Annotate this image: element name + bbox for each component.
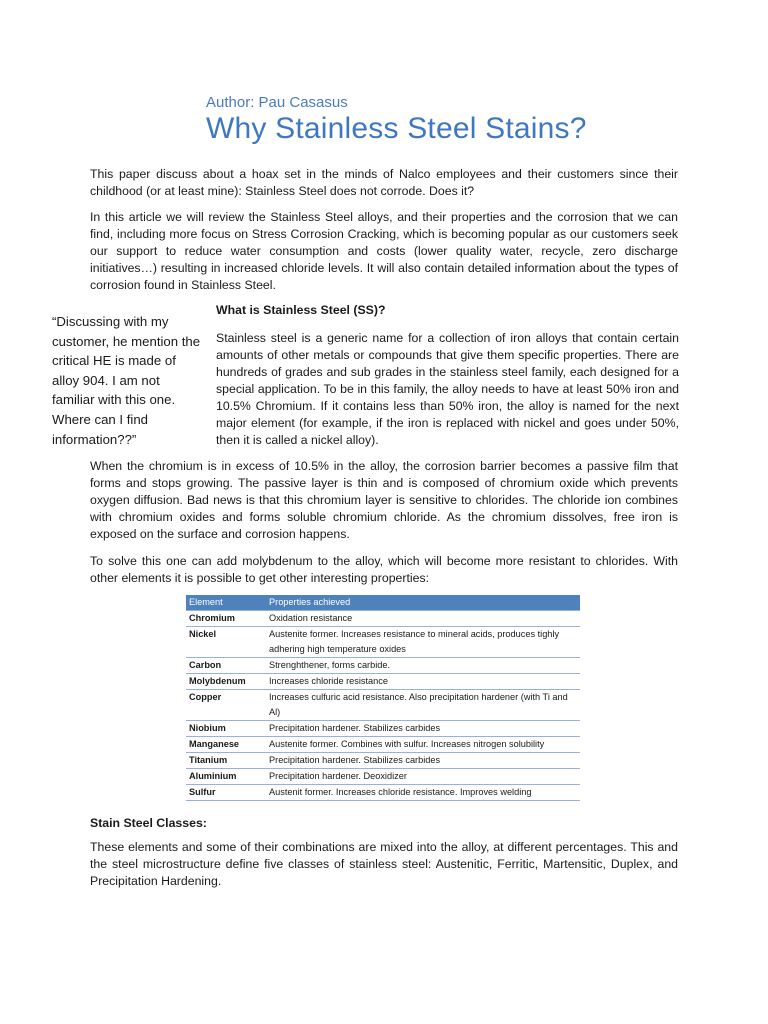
element-cell: Chromium [186,611,266,627]
table-row [186,753,580,769]
element-cell: Sulfur [186,785,266,801]
steel-classes-paragraph: These elements and some of their combinations are mixed into the alloy, at different percentages. This and the steel microstructure define five classes of stainless steel: Austenitic, Ferritic, Martensitic, Duplex, and Precipitation Hardening. [90,840,678,888]
table-row [186,769,580,785]
element-properties-table [186,595,580,801]
element-cell: Molybdenum [186,674,266,690]
intro-paragraph-1: This paper discuss about a hoax set in the minds of Nalco employees and their customers since their childhood (or at least mine): Stainless Steel does not corrode. Does it? [90,167,678,198]
section-heading-stainless-steel: What is Stainless Steel (SS)? [216,303,386,317]
chromium-paragraph: When the chromium is in excess of 10.5% in the alloy, the corrosion barrier becomes a passive film that forms and stops growing. The passive layer is thin and is composed of chromium oxide which prevents oxygen diffusion. Bad news is that this chromium layer is sensitive to chlorides. The chloride ion combines with chromium oxides and forms soluble chromium chloride. As the chromium dissolves, free iron is exposed on the surface and corrosion happens. [90,459,678,541]
table-row [186,674,580,690]
property-cell: Increases chloride resistance [266,674,580,690]
property-cell: Austenite former. Combines with sulfur. Increases nitrogen solubility [266,737,580,753]
property-cell: Precipitation hardener. Deoxidizer [266,769,580,785]
element-cell: Titanium [186,753,266,769]
element-cell: Niobium [186,721,266,737]
property-cell: Precipitation hardener. Stabilizes carbides [266,753,580,769]
table-row [186,627,580,658]
element-cell: Manganese [186,737,266,753]
element-cell: Copper [186,690,266,721]
section-heading-steel-classes: Stain Steel Classes: [90,816,207,830]
stainless-steel-paragraph: Stainless steel is a generic name for a collection of iron alloys that contain certain amounts of other metals or compounds that give them specific properties. There are hundreds of grades and sub grades in the stainless steel family, each designed for a special application. To be in this family, the alloy needs to have at least 50% iron and 10.5% Chromium. If it contains less than 50% iron, the alloy is named for the next major element (for example, if the iron is replaced with nickel and goes under 50%, then it is called a nickel alloy). [216,331,679,447]
table-row [186,721,580,737]
molybdenum-paragraph: To solve this one can add molybdenum to the alloy, which will become more resistant to chlorides. With other elements it is possible to get other interesting properties: [90,554,678,585]
property-cell: Increases culfuric acid resistance. Also precipitation hardener (with Ti and Al) [266,690,580,721]
table-header-row [186,595,580,611]
element-cell: Carbon [186,658,266,674]
table-row [186,690,580,721]
element-cell: Nickel [186,627,266,658]
table-header-properties: Properties achieved [266,595,580,611]
element-cell: Aluminium [186,769,266,785]
table-row [186,658,580,674]
table-row [186,611,580,627]
property-cell: Oxidation resistance [266,611,580,627]
document-title: Why Stainless Steel Stains? [206,112,587,145]
property-cell: Austenite former. Increases resistance to mineral acids, produces tighly adhering high temperature oxides [266,627,580,658]
intro-paragraph-2: In this article we will review the Stainless Steel alloys, and their properties and the corrosion that we can find, including more focus on Stress Corrosion Cracking, which is becoming popular as our customers seek our support to reduce water consumption and costs (lower quality water, recycle, zero discharge initiatives…) resulting in increased chloride levels. It will also contain detailed information about the types of corrosion found in Stainless Steel. [90,210,678,292]
table-row [186,785,580,801]
pull-quote: “Discussing with my customer, he mention the critical HE is made of alloy 904. I am not familiar with this one. Where can I find information??” [52,314,201,447]
author-line: Author: Pau Casasus [206,94,348,111]
property-cell: Strenghthener, forms carbide. [266,658,580,674]
property-cell: Austenit former. Increases chloride resistance. Improves welding [266,785,580,801]
table-header-element: Element [186,595,266,611]
property-cell: Precipitation hardener. Stabilizes carbides [266,721,580,737]
table-row [186,737,580,753]
